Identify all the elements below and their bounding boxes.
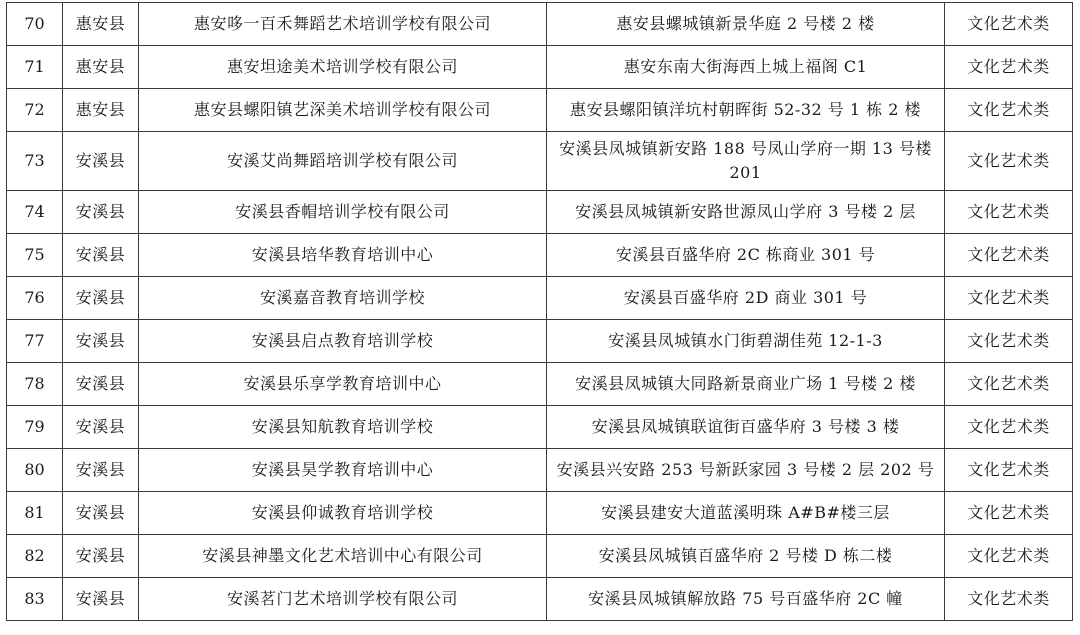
table-row	[7, 3, 1073, 46]
table-body	[7, 3, 1073, 621]
table-row	[7, 320, 1073, 363]
category-cell: 文化艺术类	[945, 449, 1073, 492]
category-cell: 文化艺术类	[945, 578, 1073, 621]
category-cell: 文化艺术类	[945, 363, 1073, 406]
category-cell: 文化艺术类	[945, 277, 1073, 320]
category-cell: 文化艺术类	[945, 535, 1073, 578]
county-cell: 安溪县	[63, 191, 139, 234]
table-row	[7, 363, 1073, 406]
address-cell: 安溪县百盛华府 2D 商业 301 号	[547, 277, 945, 320]
institution-name-cell: 安溪艾尚舞蹈培训学校有限公司	[139, 132, 547, 191]
county-cell: 惠安县	[63, 46, 139, 89]
county-cell: 安溪县	[63, 535, 139, 578]
row-number-cell: 70	[7, 3, 63, 46]
address-cell: 安溪县凤城镇新安路世源凤山学府 3 号楼 2 层	[547, 191, 945, 234]
institution-name-cell: 安溪县培华教育培训中心	[139, 234, 547, 277]
category-cell: 文化艺术类	[945, 492, 1073, 535]
county-cell: 安溪县	[63, 363, 139, 406]
institution-name-cell: 惠安哆一百禾舞蹈艺术培训学校有限公司	[139, 3, 547, 46]
table-row	[7, 191, 1073, 234]
table-row	[7, 406, 1073, 449]
institution-name-cell: 安溪县启点教育培训学校	[139, 320, 547, 363]
county-cell: 惠安县	[63, 3, 139, 46]
table-row	[7, 449, 1073, 492]
county-cell: 安溪县	[63, 132, 139, 191]
category-cell: 文化艺术类	[945, 234, 1073, 277]
institution-name-cell: 安溪嘉音教育培训学校	[139, 277, 547, 320]
address-cell: 安溪县建安大道蓝溪明珠 A#B#楼三层	[547, 492, 945, 535]
county-cell: 安溪县	[63, 320, 139, 363]
address-cell: 安溪县凤城镇百盛华府 2 号楼 D 栋二楼	[547, 535, 945, 578]
county-cell: 惠安县	[63, 89, 139, 132]
category-cell: 文化艺术类	[945, 320, 1073, 363]
institution-name-cell: 安溪县仰诚教育培训学校	[139, 492, 547, 535]
table-row	[7, 46, 1073, 89]
category-cell: 文化艺术类	[945, 46, 1073, 89]
row-number-cell: 77	[7, 320, 63, 363]
row-number-cell: 73	[7, 132, 63, 191]
address-cell: 惠安县螺城镇新景华庭 2 号楼 2 楼	[547, 3, 945, 46]
institution-name-cell: 安溪县昊学教育培训中心	[139, 449, 547, 492]
row-number-cell: 76	[7, 277, 63, 320]
address-cell: 惠安县螺阳镇洋坑村朝晖街 52-32 号 1 栋 2 楼	[547, 89, 945, 132]
address-cell: 惠安东南大街海西上城上福阁 C1	[547, 46, 945, 89]
category-cell: 文化艺术类	[945, 191, 1073, 234]
address-cell: 安溪县凤城镇水门街碧湖佳苑 12-1-3	[547, 320, 945, 363]
county-cell: 安溪县	[63, 449, 139, 492]
row-number-cell: 74	[7, 191, 63, 234]
row-number-cell: 80	[7, 449, 63, 492]
table-row	[7, 89, 1073, 132]
category-cell: 文化艺术类	[945, 406, 1073, 449]
row-number-cell: 75	[7, 234, 63, 277]
row-number-cell: 81	[7, 492, 63, 535]
row-number-cell: 82	[7, 535, 63, 578]
county-cell: 安溪县	[63, 492, 139, 535]
address-cell: 安溪县凤城镇新安路 188 号凤山学府一期 13 号楼 201	[547, 132, 945, 191]
address-cell: 安溪县凤城镇大同路新景商业广场 1 号楼 2 楼	[547, 363, 945, 406]
row-number-cell: 71	[7, 46, 63, 89]
category-cell: 文化艺术类	[945, 89, 1073, 132]
category-cell: 文化艺术类	[945, 132, 1073, 191]
table-row	[7, 578, 1073, 621]
county-cell: 安溪县	[63, 578, 139, 621]
county-cell: 安溪县	[63, 234, 139, 277]
row-number-cell: 79	[7, 406, 63, 449]
row-number-cell: 78	[7, 363, 63, 406]
address-cell: 安溪县凤城镇解放路 75 号百盛华府 2C 幢	[547, 578, 945, 621]
row-number-cell: 72	[7, 89, 63, 132]
institution-name-cell: 安溪县知航教育培训学校	[139, 406, 547, 449]
institution-name-cell: 安溪县乐享学教育培训中心	[139, 363, 547, 406]
institution-name-cell: 惠安坦途美术培训学校有限公司	[139, 46, 547, 89]
table-row	[7, 535, 1073, 578]
institution-name-cell: 安溪茗门艺术培训学校有限公司	[139, 578, 547, 621]
address-cell: 安溪县兴安路 253 号新跃家园 3 号楼 2 层 202 号	[547, 449, 945, 492]
institution-name-cell: 安溪县神墨文化艺术培训中心有限公司	[139, 535, 547, 578]
institution-name-cell: 安溪县香帽培训学校有限公司	[139, 191, 547, 234]
institution-name-cell: 惠安县螺阳镇艺深美术培训学校有限公司	[139, 89, 547, 132]
institution-table	[6, 2, 1073, 621]
county-cell: 安溪县	[63, 277, 139, 320]
address-cell: 安溪县凤城镇联谊街百盛华府 3 号楼 3 楼	[547, 406, 945, 449]
table-row	[7, 492, 1073, 535]
category-cell: 文化艺术类	[945, 3, 1073, 46]
row-number-cell: 83	[7, 578, 63, 621]
table-row	[7, 132, 1073, 191]
county-cell: 安溪县	[63, 406, 139, 449]
address-cell: 安溪县百盛华府 2C 栋商业 301 号	[547, 234, 945, 277]
table-row	[7, 234, 1073, 277]
table-row	[7, 277, 1073, 320]
